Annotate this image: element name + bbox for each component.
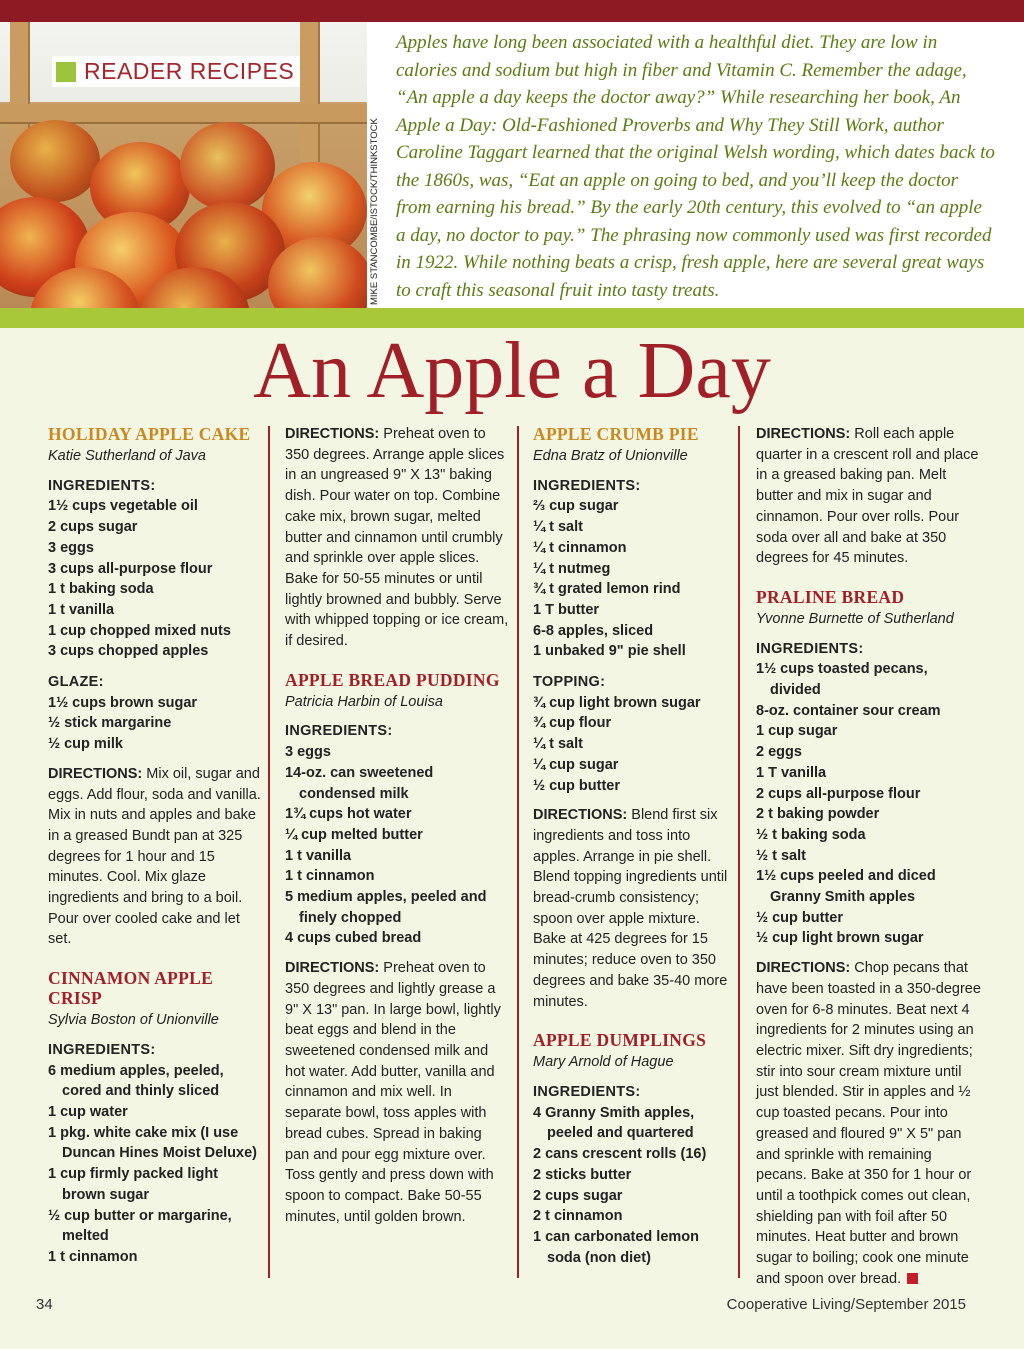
directions-block [285,958,509,1227]
ingredient-item: 4 cups cubed bread [285,930,422,947]
column-divider [268,426,270,1278]
recipe-author: Edna Bratz of Unionville [533,448,688,464]
directions-label: DIRECTIONS: [285,426,380,442]
ingredient-item: ½ stick margarine [48,715,172,732]
ingredient-item: ½ cup milk [48,736,123,753]
section-spacer [533,662,731,672]
directions-label: DIRECTIONS: [48,765,143,782]
apple [180,122,275,210]
ingredient-item: 1 cup chopped mixed nuts [48,622,231,639]
directions-label: DIRECTIONS: [285,960,380,977]
ingredients-heading: INGREDIENTS: [48,1041,156,1058]
ingredient-item: 2 sticks butter [533,1166,632,1183]
directions-text: Preheat oven to 350 degrees and lightly grease a 9" X 13" pan. In large bowl, lightly beat eggs and blend in the sweetened condensed milk and hot water. Add butter, vanilla and cinnamon and mix well. In separate bowl, toss apples with bread cubes. Spread in baking pan and pour egg mixture over. Toss gently and press down with spoon to compact. Bake 50-55 minutes, until golden brown. [285,960,501,1225]
recipe-title: CINNAMON APPLE CRISP [48,968,214,1009]
ingredient-item: 6 medium apples, peeled, cored and thinly sliced [48,1062,224,1100]
ingredient-item: 2 eggs [756,744,802,761]
ingredient-item: 1¾ cups hot water [285,806,412,823]
ingredient-item: ¼ t nutmeg [533,560,611,577]
ingredient-item: 1 can carbonated lemon soda (non diet) [533,1228,699,1266]
ingredient-item: 1 T vanilla [756,764,827,781]
page-number: 34 [36,1296,53,1313]
recipe-author: Mary Arnold of Hague [533,1054,674,1071]
ingredient-item: 1 T butter [533,601,600,618]
ingredient-item: ¼ cup sugar [533,756,619,773]
column-divider [517,426,519,1278]
photo-credit: MIKE STANCOMBE/ISTOCK/THINKSTOCK [369,118,380,305]
ingredient-item: ¾ t grated lemon rind [533,581,681,598]
end-mark-icon [907,1273,918,1284]
directions-block [756,958,982,1289]
directions-block [48,764,262,950]
directions-label: DIRECTIONS: [756,960,851,977]
ingredient-item: ½ cup light brown sugar [756,930,924,947]
apple [10,120,100,202]
ingredients-heading: INGREDIENTS: [533,1083,641,1100]
ingredient-item: ½ cup butter or margarine, melted [48,1207,232,1245]
recipe-author: Sylvia Boston of Unionville [48,1012,219,1029]
crate-post [300,22,320,162]
recipe-title: PRALINE BREAD [756,586,905,607]
section-spacer [48,662,262,672]
ingredient-item: ¾ cup flour [533,715,612,732]
ingredient-item: 2 t cinnamon [533,1208,623,1225]
ingredient-item: 3 eggs [285,744,331,761]
directions-block [756,424,982,569]
ingredient-item: ¼ t cinnamon [533,539,627,556]
recipe-title: APPLE CRUMB PIE [533,424,699,444]
ingredient-item: 3 cups all-purpose flour [48,560,213,577]
ingredients-heading: INGREDIENTS: [756,640,864,657]
page-title: An Apple a Day [253,327,771,415]
recipe-author: Yvonne Burnette of Sutherland [756,610,954,627]
directions-block [285,424,509,652]
recipe-title: APPLE DUMPLINGS [533,1030,707,1051]
ingredient-item: 5 medium apples, peeled and finely chopped [285,889,487,926]
recipe-title: APPLE BREAD PUDDING [285,669,500,690]
ingredient-item: 1½ cups toasted pecans, divided [756,661,928,699]
recipe-column-4 [756,424,982,1289]
ingredient-item: 2 cups sugar [48,519,138,536]
directions-block [533,805,731,1012]
ingredient-item: 2 cans crescent rolls (16) [533,1146,707,1163]
ingredient-item: 1 t baking soda [48,581,154,598]
ingredient-item: 1 t vanilla [285,847,352,864]
ingredient-item: 14-oz. can sweetened condensed milk [285,764,434,802]
ingredient-item: 2 cups sugar [533,1187,623,1204]
recipe-column-2 [285,424,509,1227]
ingredient-item: ½ cup butter [756,909,844,926]
top-color-bar [0,0,1024,22]
ingredients-heading: INGREDIENTS: [48,477,156,494]
directions-text: Chop pecans that have been toasted in a 350-degree oven for 6-8 minutes. Beat next 4 ingredients for 2 minutes using an electric mixer. Sift dry ingredients; stir into sour cream mixture until just blended. Stir in apples and ½ cup toasted pecans. Pour into greased and floured 9" X 5" pan and sprinkle with remaining pecans. Bake at 350 for 1 hour or until a toothpick comes out clean, shielding pan with foil after 50 minutes. Heat butter and brown sugar to boiling; cook one minute and spoon over bread. [756,960,981,1287]
ingredient-item: 1 pkg. white cake mix (I use Duncan Hines Moist Deluxe) [48,1124,257,1162]
ingredient-item: ¼ cup melted butter [285,826,423,843]
ingredient-item: ½ t baking soda [756,826,866,843]
publication-footer: Cooperative Living/September 2015 [726,1296,966,1313]
directions-text: Mix oil, sugar and eggs. Add flour, soda and vanilla. Mix in nuts and apples and bake in a greased Bundt pan at 325 degrees for 1 hour and 15 minutes. Cool. Mix glaze ingredients and bring to a boil. Pour over cooled cake and let set. [48,765,261,948]
ingredient-item: 2 t baking powder [756,806,880,823]
ingredient-item: 8-oz. container sour cream [756,702,941,719]
subsection-heading: TOPPING: [533,674,606,691]
directions-text: Blend first six ingredients and toss into apples. Arrange in pie shell. Blend topping ingredients until bread-crumb consistency; spoon over apple mixture. Bake at 425 degrees for 15 minutes; reduce oven to 350 degrees and bake 35-40 more minutes. [533,807,728,1010]
directions-text: Preheat oven to 350 degrees. Arrange apple slices in an ungreased 9" X 13" baking dish. Pour water on top. Combine cake mix, brown sugar, melted butter and cinnamon until crumbly and sprinkle over apple slices. Bake for 50-55 minutes or until lightly browned and bubbly. Serve with whipped topping or ice cream, if desired. [285,426,509,650]
ingredient-item: ⅔ cup sugar [533,498,619,515]
ingredient-item: 1 t cinnamon [48,1248,138,1265]
recipe-author: Katie Sutherland of Java [48,448,206,464]
ingredient-item: 1 unbaked 9" pie shell [533,643,686,660]
ingredient-item: 1½ cups brown sugar [48,694,198,711]
ingredient-item: 1½ cups vegetable oil [48,498,198,515]
ingredient-item: 6-8 apples, sliced [533,622,654,639]
ingredient-item: 3 cups chopped apples [48,643,209,660]
ingredient-item: 1 t cinnamon [285,868,375,885]
recipe-spacer [756,569,982,587]
subsection-heading: GLAZE: [48,674,104,691]
column-divider [738,426,740,1278]
ingredient-item: ½ cup butter [533,777,621,794]
directions-text: Roll each apple quarter in a crescent roll and place in a greased baking pan. Melt butter and mix in sugar and cinnamon. Pour over rolls. Pour soda over all and bake at 350 degrees for 45 minutes. [756,426,979,567]
intro-paragraph: Apples have long been associated with a healthful diet. They are low in calories and sodium but high in fiber and Vitamin C. Remember the adage, “An apple a day keeps the doctor away?” While researching her book, An Apple a Day: Old-Fashioned Proverbs and Why They Still Work, author Caroline Taggart learned that the original Welsh wording, which dates back to the 1860s, was, “Eat an apple on going to bed, and you’ll keep the doctor from earning his bread.” By the early 20th century, this evolved to “an apple a day, no doctor to pay.” The phrasing now commonly used was first recorded in 1922. While nothing beats a crisp, fresh apple, here are several great ways to craft this seasonal fruit into tasty treats. [396,32,995,301]
recipe-spacer [533,1012,731,1030]
recipe-column-3 [533,424,731,1268]
tag-square-icon [56,62,76,82]
ingredient-item: ¼ t salt [533,519,583,536]
ingredient-item: 2 cups all-purpose flour [756,785,921,802]
section-tag [52,56,300,87]
ingredient-item: 1 t vanilla [48,601,115,618]
recipe-title: HOLIDAY APPLE CAKE [48,424,251,444]
directions-label: DIRECTIONS: [533,807,628,824]
ingredient-item: ¾ cup light brown sugar [533,694,701,711]
ingredient-item: 3 eggs [48,539,94,556]
ingredient-item: 1½ cups peeled and diced Granny Smith apples [756,868,936,906]
ingredients-heading: INGREDIENTS: [285,723,393,740]
recipe-spacer [48,950,262,968]
recipe-author: Patricia Harbin of Louisa [285,693,443,710]
ingredient-item: 1 cup firmly packed light brown sugar [48,1166,219,1203]
ingredient-item: 1 cup sugar [756,723,838,740]
recipe-column-1 [48,424,262,1268]
ingredients-heading: INGREDIENTS: [533,477,641,494]
ingredient-item: 4 Granny Smith apples, peeled and quartered [533,1104,695,1142]
ingredient-item: 1 cup water [48,1103,128,1120]
recipe-spacer [285,652,509,670]
apples-photo [0,22,367,308]
section-tag-label: READER RECIPES [84,58,295,84]
ingredient-item: ¼ t salt [533,736,583,753]
ingredient-item: ½ t salt [756,847,806,864]
directions-label: DIRECTIONS: [756,426,851,442]
